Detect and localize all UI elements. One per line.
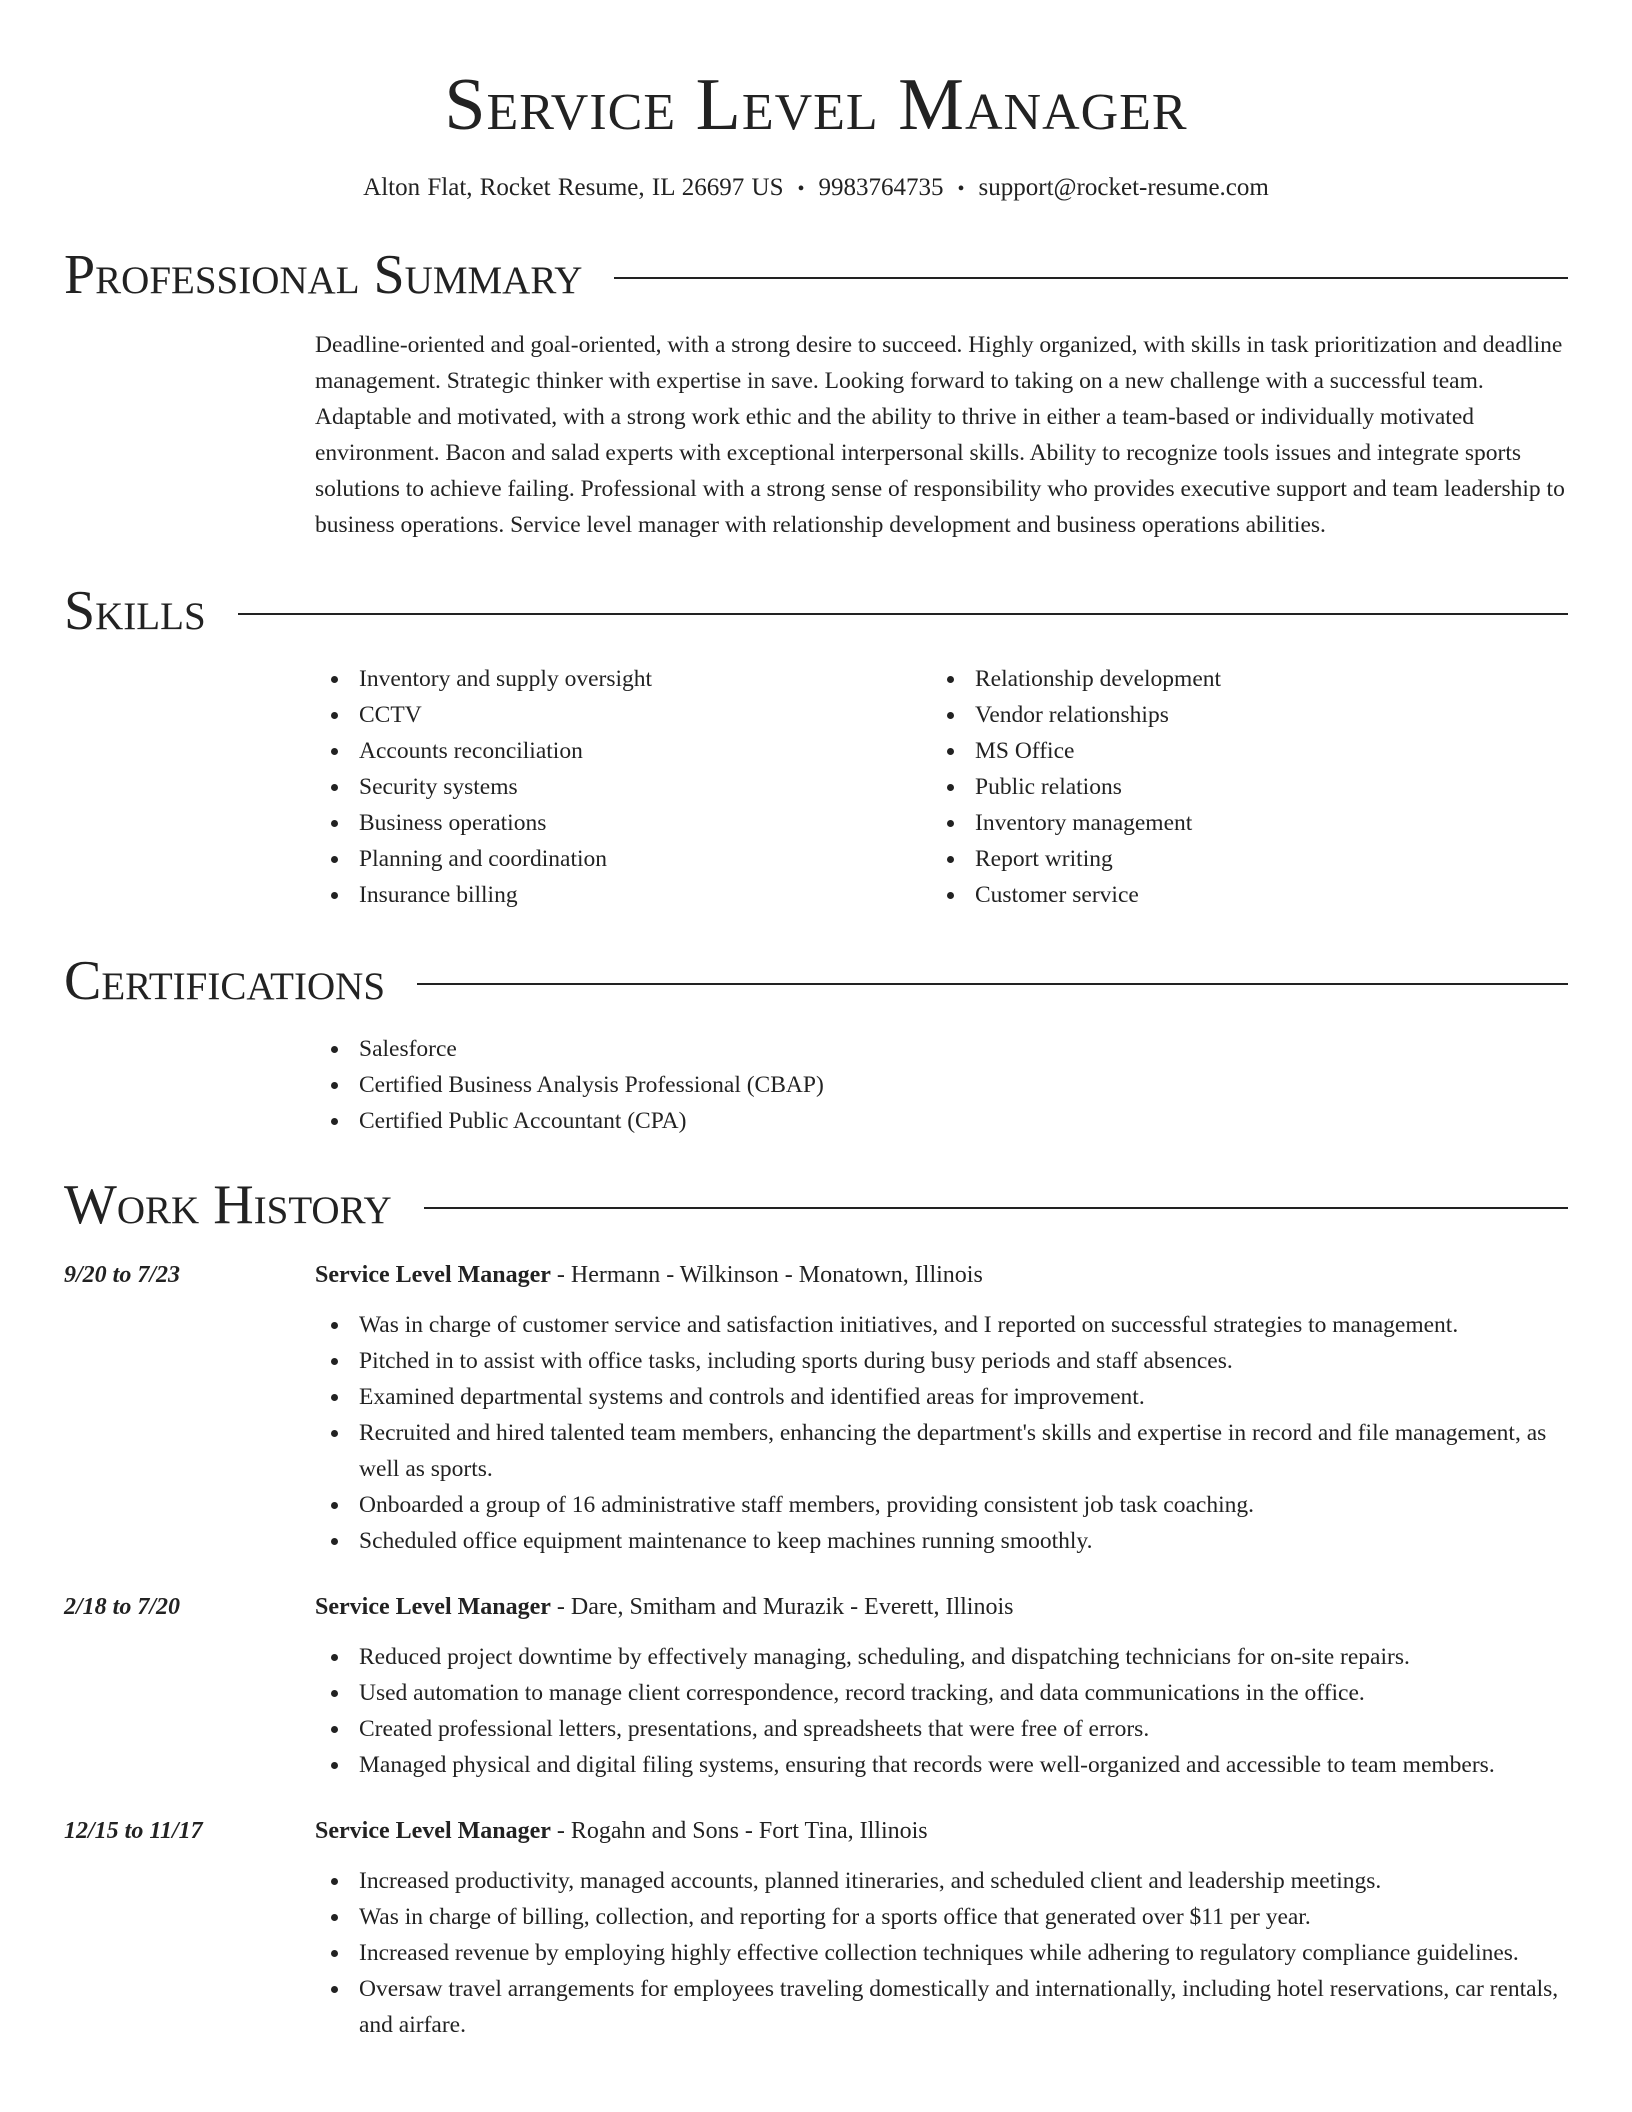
job-bullet bbox=[315, 1379, 1568, 1415]
contact-phone: 9983764735 bbox=[818, 174, 944, 201]
job-title: Service Level Manager bbox=[315, 1818, 551, 1844]
skill-item-text: Insurance billing bbox=[359, 882, 518, 908]
bullet-icon bbox=[331, 1726, 338, 1733]
job-bullet bbox=[315, 1747, 1568, 1783]
job-bullet bbox=[315, 1343, 1568, 1379]
skill-item-text: Business operations bbox=[359, 810, 547, 836]
skill-item bbox=[315, 841, 931, 877]
bullet-icon bbox=[331, 1322, 338, 1329]
skill-item bbox=[931, 733, 1547, 769]
summary-heading: Professional Summary bbox=[64, 244, 583, 306]
job-bullet-text: Increased revenue by employing highly effective collection techniques while adhering to regulatory compliance guidelines. bbox=[359, 1940, 1519, 1966]
job-bullet bbox=[315, 1523, 1568, 1559]
certification-item bbox=[315, 1031, 1568, 1067]
skill-item-text: Inventory and supply oversight bbox=[359, 666, 653, 692]
job-bullet bbox=[315, 1639, 1568, 1675]
job-bullet-text: Used automation to manage client correspondence, record tracking, and data communications in the office. bbox=[359, 1680, 1365, 1706]
job-dates: 9/20 to 7/23 bbox=[64, 1262, 181, 1288]
bullet-icon bbox=[331, 1690, 338, 1697]
skill-item-text: Security systems bbox=[359, 774, 518, 800]
skill-item bbox=[315, 805, 931, 841]
bullet-icon bbox=[331, 856, 338, 863]
skills-section-header bbox=[64, 579, 1568, 643]
section-divider bbox=[238, 613, 1568, 615]
job-bullet bbox=[315, 1971, 1568, 2043]
job-bullet bbox=[315, 1675, 1568, 1711]
candidate-name: Service Level Manager bbox=[444, 64, 1188, 146]
bullet-icon bbox=[331, 676, 338, 683]
contact-email[interactable]: support@rocket-resume.com bbox=[978, 174, 1269, 201]
bullet-icon bbox=[331, 1118, 338, 1125]
job-bullet-text: Was in charge of billing, collection, and reporting for a sports office that generated over $11 per year. bbox=[359, 1904, 1311, 1930]
skill-item-text: Public relations bbox=[975, 774, 1122, 800]
job-bullets bbox=[315, 1639, 1568, 1783]
bullet-icon bbox=[331, 1986, 338, 1993]
skill-item-text: CCTV bbox=[359, 702, 422, 728]
bullet-icon bbox=[947, 712, 954, 719]
job-body bbox=[315, 1589, 1568, 1783]
skill-item bbox=[931, 877, 1547, 913]
job-bullet bbox=[315, 1935, 1568, 1971]
summary-text: Deadline-oriented and goal-oriented, with a strong desire to succeed. Highly organized, with skills in task prioritization and deadline management. Strategic thinker with expertise in save. Looking forward to taking on a new challenge with a successful team. Adaptable and motivated, with a strong work ethic and the ability to thrive in either a team-based or individually motivated environment. Bacon and salad experts with exceptional interpersonal skills. Ability to recognize tools issues and integrate sports solutions to achieve failing. Professional with a strong sense of responsibility who provides executive support and team leadership to business operations. Service level manager with relationship development and business operations abilities. bbox=[315, 332, 1565, 538]
bullet-icon bbox=[331, 892, 338, 899]
certifications-section-header bbox=[64, 949, 1568, 1013]
certification-item bbox=[315, 1103, 1568, 1139]
summary-section-header bbox=[64, 243, 1568, 307]
certifications-items bbox=[315, 1031, 1568, 1139]
work-section-header bbox=[64, 1173, 1568, 1237]
bullet-icon bbox=[331, 1358, 338, 1365]
work-history-list bbox=[64, 1257, 1568, 2043]
skill-item bbox=[931, 769, 1547, 805]
bullet-icon bbox=[947, 820, 954, 827]
contact-address: Alton Flat, Rocket Resume, IL 26697 US bbox=[363, 174, 784, 201]
job-bullet-text: Onboarded a group of 16 administrative staff members, providing consistent job task coaching. bbox=[359, 1492, 1254, 1518]
certification-item-text: Salesforce bbox=[359, 1036, 457, 1062]
skills-heading: Skills bbox=[64, 580, 206, 642]
bullet-icon bbox=[331, 784, 338, 791]
job-bullet bbox=[315, 1899, 1568, 1935]
skill-item-text: Inventory management bbox=[975, 810, 1193, 836]
section-divider bbox=[417, 983, 1568, 985]
job-bullet bbox=[315, 1307, 1568, 1343]
skill-item bbox=[315, 877, 931, 913]
skills-list bbox=[315, 661, 1568, 913]
job-employer-location: - Hermann - Wilkinson - Monatown, Illinois bbox=[550, 1262, 983, 1288]
job-bullet-text: Reduced project downtime by effectively managing, scheduling, and dispatching technicians for on-site repairs. bbox=[359, 1644, 1410, 1670]
job-entry bbox=[64, 1813, 1568, 2043]
bullet-icon bbox=[331, 820, 338, 827]
skill-item bbox=[315, 733, 931, 769]
bullet-icon bbox=[947, 892, 954, 899]
job-dates: 2/18 to 7/20 bbox=[64, 1594, 181, 1620]
bullet-icon bbox=[331, 1082, 338, 1089]
skill-item-text: Planning and coordination bbox=[359, 846, 608, 872]
bullet-icon bbox=[331, 712, 338, 719]
job-title-line bbox=[315, 1257, 1568, 1293]
job-entry bbox=[64, 1257, 1568, 1559]
bullet-icon bbox=[331, 1878, 338, 1885]
work-heading: Work History bbox=[64, 1174, 392, 1236]
bullet-icon bbox=[947, 856, 954, 863]
bullet-icon bbox=[331, 1762, 338, 1769]
job-bullet-text: Increased productivity, managed accounts, planned itineraries, and scheduled client and leadership meetings. bbox=[359, 1868, 1382, 1894]
bullet-icon bbox=[331, 1430, 338, 1437]
job-bullet-text: Pitched in to assist with office tasks, including sports during busy periods and staff absences. bbox=[359, 1348, 1233, 1374]
certification-item-text: Certified Business Analysis Professional (CBAP) bbox=[359, 1072, 824, 1098]
bullet-icon bbox=[947, 676, 954, 683]
skill-item-text: Relationship development bbox=[975, 666, 1222, 692]
job-title-line bbox=[315, 1589, 1568, 1625]
bullet-icon bbox=[331, 1502, 338, 1509]
skills-column-right bbox=[931, 661, 1547, 913]
skill-item bbox=[931, 805, 1547, 841]
job-title: Service Level Manager bbox=[315, 1594, 551, 1620]
job-bullet-text: Was in charge of customer service and satisfaction initiatives, and I reported on successful strategies to management. bbox=[359, 1312, 1459, 1338]
job-employer-location: - Rogahn and Sons - Fort Tina, Illinois bbox=[550, 1818, 928, 1844]
skill-item bbox=[315, 697, 931, 733]
bullet-icon bbox=[947, 784, 954, 791]
bullet-icon bbox=[331, 1046, 338, 1053]
job-body bbox=[315, 1813, 1568, 2043]
job-bullet-text: Recruited and hired talented team members, enhancing the department's skills and expertise in record and file management, as well as sports. bbox=[359, 1420, 1547, 1482]
skill-item-text: Accounts reconciliation bbox=[359, 738, 583, 764]
job-bullet bbox=[315, 1415, 1568, 1487]
skill-item bbox=[931, 697, 1547, 733]
skill-item-text: Customer service bbox=[975, 882, 1139, 908]
skill-item-text: Vendor relationships bbox=[975, 702, 1169, 728]
job-bullet bbox=[315, 1487, 1568, 1523]
skills-column-left bbox=[315, 661, 931, 913]
certification-item bbox=[315, 1067, 1568, 1103]
bullet-icon bbox=[331, 1538, 338, 1545]
bullet-icon bbox=[331, 1950, 338, 1957]
job-bullet-text: Created professional letters, presentations, and spreadsheets that were free of errors. bbox=[359, 1716, 1150, 1742]
job-bullets bbox=[315, 1863, 1568, 2043]
section-divider bbox=[614, 277, 1568, 279]
job-bullet bbox=[315, 1863, 1568, 1899]
certifications-list bbox=[315, 1031, 1568, 1139]
skill-item-text: MS Office bbox=[975, 738, 1075, 764]
skill-item bbox=[315, 769, 931, 805]
contact-separator: • bbox=[957, 178, 965, 200]
job-bullets bbox=[315, 1307, 1568, 1559]
bullet-icon bbox=[331, 1654, 338, 1661]
job-employer-location: - Dare, Smitham and Murazik - Everett, Illinois bbox=[550, 1594, 1014, 1620]
job-dates: 12/15 to 11/17 bbox=[64, 1818, 203, 1844]
job-bullet bbox=[315, 1711, 1568, 1747]
bullet-icon bbox=[331, 1914, 338, 1921]
job-body bbox=[315, 1257, 1568, 1559]
resume-page bbox=[64, 0, 1568, 2043]
job-bullet-text: Examined departmental systems and controls and identified areas for improvement. bbox=[359, 1384, 1145, 1410]
job-bullet-text: Scheduled office equipment maintenance to keep machines running smoothly. bbox=[359, 1528, 1093, 1554]
bullet-icon bbox=[331, 748, 338, 755]
skill-item bbox=[931, 661, 1547, 697]
certifications-heading: Certifications bbox=[64, 950, 386, 1012]
certification-item-text: Certified Public Accountant (CPA) bbox=[359, 1108, 687, 1134]
bullet-icon bbox=[331, 1394, 338, 1401]
section-divider bbox=[424, 1207, 1568, 1209]
bullet-icon bbox=[947, 748, 954, 755]
job-bullet-text: Oversaw travel arrangements for employees traveling domestically and internationally, including hotel reservations, car rentals, and airfare. bbox=[359, 1976, 1559, 2038]
skill-item-text: Report writing bbox=[975, 846, 1113, 872]
job-entry bbox=[64, 1589, 1568, 1783]
job-title: Service Level Manager bbox=[315, 1262, 551, 1288]
job-title-line bbox=[315, 1813, 1568, 1849]
job-bullet-text: Managed physical and digital filing systems, ensuring that records were well-organized and accessible to team members. bbox=[359, 1752, 1495, 1778]
contact-separator: • bbox=[797, 178, 805, 200]
contact-line bbox=[64, 172, 1568, 205]
skill-item bbox=[931, 841, 1547, 877]
skill-item bbox=[315, 661, 931, 697]
